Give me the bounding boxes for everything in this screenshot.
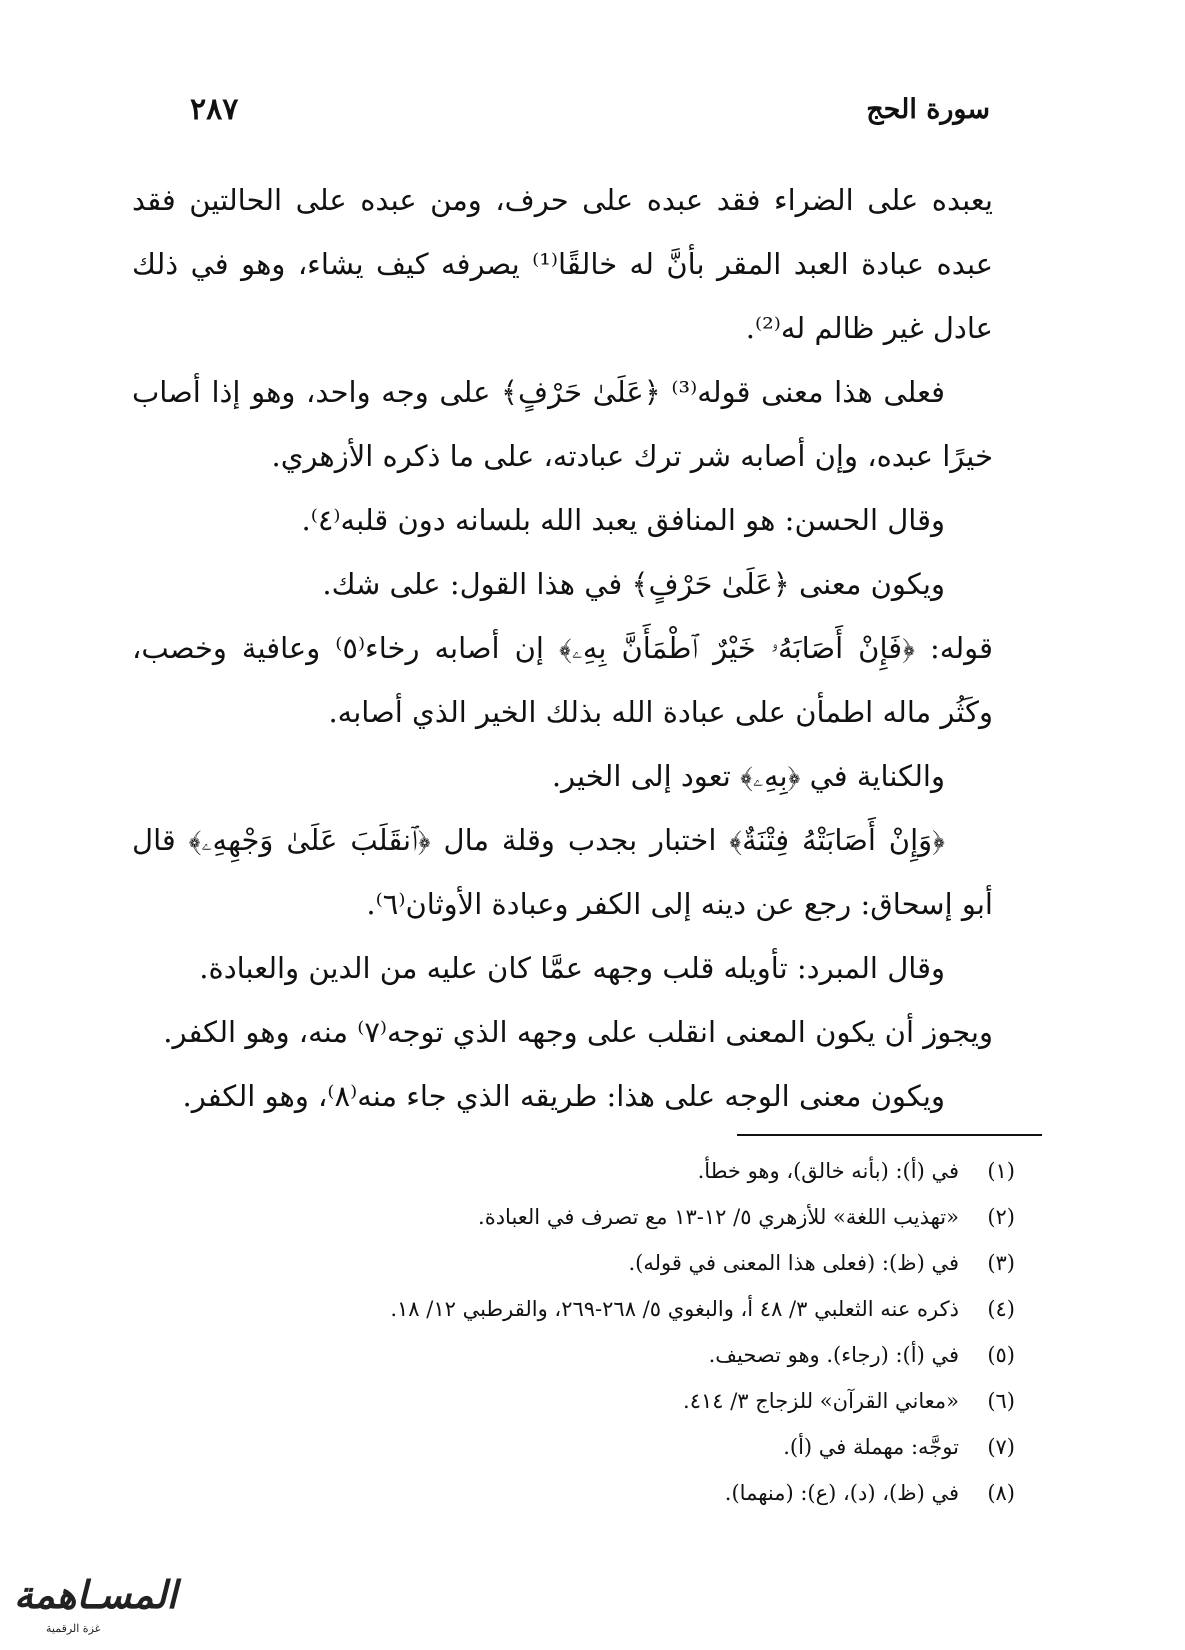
footnote-number: (٦) [987,1389,1015,1413]
paragraph-3: وقال الحسن: هو المنافق يعبد الله بلسانه دون قلبه⁽٤⁾. [301,503,945,537]
footnote-item [150,1470,1015,1516]
footnote-number: (٨) [987,1481,1015,1505]
paragraph-10: ويكون معنى الوجه على هذا: طريقه الذي جاء منه⁽٨⁾، وهو الكفر. [182,1079,945,1113]
footnote-item [150,1424,1015,1470]
paragraph-9: ويجوز أن يكون المعنى انقلب على وجهه الذي توجه⁽٧⁾ منه، وهو الكفر. [163,1015,993,1049]
footnote-item [150,1332,1015,1378]
footnote-text: في (ظ)، (د)، (ع): (منهما). [724,1481,959,1505]
logo-sub-text: غزة الرقمية [46,1622,101,1635]
paragraph-1: يعبده على الضراء فقد عبده على حرف، ومن عبده على الحالتين فقد عبده عبادة العبد المقر بأنَّ له خالقًا⁽¹⁾ يصرفه كيف يشاء، وهو في ذلك عادل غير ظالم له⁽²⁾. [132,183,993,345]
footnote-number: (٣) [987,1251,1015,1275]
footnote-number: (٥) [987,1343,1015,1367]
footnote-item [150,1148,1015,1194]
paragraph-6: والكناية في ﴿بِهِۦ﴾ تعود إلى الخير. [551,759,945,793]
footnote-text: في (أ): (بأنه خالق)، وهو خطأ. [697,1159,959,1183]
page-number: ٢٨٧ [190,91,239,127]
footnote-text: في (ظ): (فعلى هذا المعنى في قوله). [628,1251,959,1275]
paragraph-5: قوله: ﴿فَإِنْ أَصَابَهُۥ خَيْرٌ ٱطْمَأَنَّ بِهِۦ﴾ إن أصابه رخاء⁽٥⁾ وعافية وخصب، وكَثُر ماله اطمأن على عبادة الله بذلك الخير الذي أصابه. [132,631,994,729]
running-header [190,84,990,134]
footnote-text: في (أ): (رجاء). وهو تصحيف. [708,1343,959,1367]
footnote-item [150,1240,1015,1286]
footnote-text: ذكره عنه الثعلبي ٣/ ٤٨ أ، والبغوي ٥/ ٢٦٨-٢٦٩، والقرطبي ١٢/ ١٨. [390,1297,959,1321]
footnotes [150,1148,1015,1516]
footnote-number: (٤) [987,1297,1015,1321]
logo-main-text: المسـاهمة [14,1572,178,1617]
footnote-separator [737,1134,1042,1136]
publisher-logo [6,1572,178,1640]
footnote-number: (٧) [987,1435,1015,1459]
footnote-text: توجَّه: مهملة في (أ). [783,1435,959,1459]
footnote-text: «معاني القرآن» للزجاج ٣/ ٤١٤. [683,1389,959,1413]
footnote-item [150,1194,1015,1240]
paragraph-8: وقال المبرد: تأويله قلب وجهه عمَّا كان عليه من الدين والعبادة. [199,951,945,985]
footnote-text: «تهذيب اللغة» للأزهري ٥/ ١٢-١٣ مع تصرف في العبادة. [478,1205,959,1229]
paragraph-4: ويكون معنى ﴿عَلَىٰ حَرْفٍ﴾ في هذا القول: على شك. [322,567,945,601]
main-text [132,168,993,1128]
footnote-item [150,1286,1015,1332]
footnote-item [150,1378,1015,1424]
paragraph-7: ﴿وَإِنْ أَصَابَتْهُ فِتْنَةٌ﴾ اختبار بجدب وقلة مال ﴿ٱنقَلَبَ عَلَىٰ وَجْهِهِۦ﴾ قال أبو إسحاق: رجع عن دينه إلى الكفر وعبادة الأوثان⁽٦⁾. [132,823,993,921]
surah-title: سورة الحج [866,93,990,125]
footnote-number: (١) [987,1159,1015,1183]
footnote-number: (٢) [987,1205,1015,1229]
paragraph-2: فعلى هذا معنى قوله⁽³⁾ ﴿عَلَىٰ حَرْفٍ﴾ على وجه واحد، وهو إذا أصاب خيرًا عبده، وإن أصابه شر ترك عبادته، على ما ذكره الأزهري. [132,375,993,473]
